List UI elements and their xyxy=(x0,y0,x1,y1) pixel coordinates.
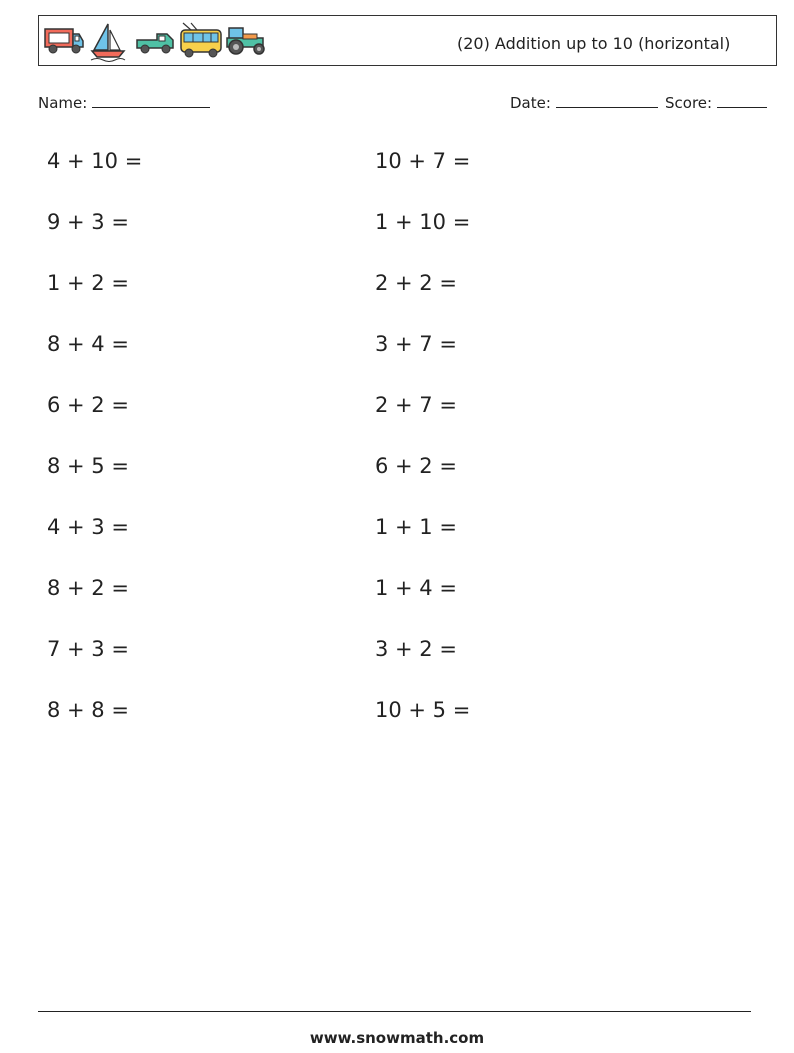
worksheet-title: (20) Addition up to 10 (horizontal) xyxy=(457,34,731,53)
problem-right-5: 2 + 7 = xyxy=(375,393,457,417)
problem-left-1: 4 + 10 = xyxy=(47,149,143,173)
problem-right-10: 10 + 5 = xyxy=(375,698,471,722)
problem-left-6: 8 + 5 = xyxy=(47,454,129,478)
date-line[interactable] xyxy=(556,93,658,108)
problem-left-3: 1 + 2 = xyxy=(47,271,129,295)
problem-left-5: 6 + 2 = xyxy=(47,393,129,417)
date-label: Date: xyxy=(510,94,551,112)
score-label: Score: xyxy=(665,94,713,112)
score-line[interactable] xyxy=(717,93,767,108)
problem-right-8: 1 + 4 = xyxy=(375,576,457,600)
problem-right-9: 3 + 2 = xyxy=(375,637,457,661)
tractor-icon xyxy=(225,22,269,58)
problem-left-8: 8 + 2 = xyxy=(47,576,129,600)
name-field[interactable] xyxy=(38,93,210,112)
problem-left-9: 7 + 3 = xyxy=(47,637,129,661)
date-field[interactable] xyxy=(510,93,658,112)
footer-url[interactable]: www.snowmath.com xyxy=(309,1029,485,1047)
problem-left-4: 8 + 4 = xyxy=(47,332,129,356)
trolleybus-icon xyxy=(179,22,223,60)
name-line[interactable] xyxy=(92,93,210,108)
score-field[interactable] xyxy=(665,93,767,112)
truck-icon xyxy=(43,22,85,58)
pickup-truck-icon xyxy=(135,22,177,58)
problem-left-2: 9 + 3 = xyxy=(47,210,129,234)
name-label: Name: xyxy=(38,94,88,112)
problem-right-4: 3 + 7 = xyxy=(375,332,457,356)
problem-right-1: 10 + 7 = xyxy=(375,149,471,173)
footer-divider xyxy=(38,1011,751,1012)
problem-right-2: 1 + 10 = xyxy=(375,210,471,234)
sailboat-icon xyxy=(89,22,127,62)
worksheet-header xyxy=(38,15,777,66)
problem-right-3: 2 + 2 = xyxy=(375,271,457,295)
problem-left-7: 4 + 3 = xyxy=(47,515,129,539)
problem-right-6: 6 + 2 = xyxy=(375,454,457,478)
problem-left-10: 8 + 8 = xyxy=(47,698,129,722)
problem-right-7: 1 + 1 = xyxy=(375,515,457,539)
